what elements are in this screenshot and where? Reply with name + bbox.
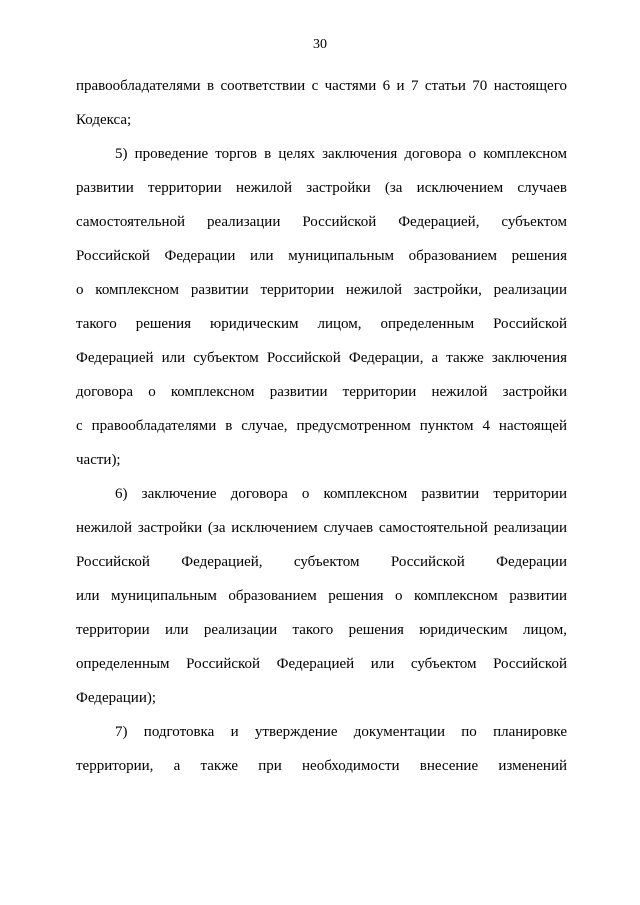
text-line: определенным Российской Федерацией или субъектом Российской: [76, 656, 567, 672]
text-line: Кодекса;: [76, 112, 132, 128]
text-line: Российской Федерацией, субъектом Российской Федерации: [76, 554, 567, 570]
text-line: правообладателями в соответствии с частями 6 и 7 статьи 70 настоящего: [76, 78, 567, 94]
text-line: части);: [76, 452, 121, 468]
text-line: территории, а также при необходимости внесение изменений: [76, 758, 567, 774]
text-line: 6) заключение договора о комплексном развитии территории: [115, 486, 567, 502]
document-body: [76, 74, 567, 788]
text-line: самостоятельной реализации Российской Федерацией, субъектом: [76, 214, 567, 230]
text-line: с правообладателями в случае, предусмотренном пунктом 4 настоящей: [76, 418, 567, 434]
text-line: такого решения юридическим лицом, определенным Российской: [76, 316, 567, 332]
page-number: 30: [313, 37, 327, 52]
text-line: развитии территории нежилой застройки (за исключением случаев: [76, 180, 567, 196]
text-line: 7) подготовка и утверждение документации по планировке: [115, 724, 567, 740]
text-line: территории или реализации такого решения юридическим лицом,: [76, 622, 567, 638]
text-line: 5) проведение торгов в целях заключения договора о комплексном: [115, 146, 567, 162]
text-line: или муниципальным образованием решения о комплексном развитии: [76, 588, 567, 604]
text-line: Федерацией или субъектом Российской Федерации, а также заключения: [76, 350, 567, 366]
text-line: о комплексном развитии территории нежилой застройки, реализации: [76, 282, 567, 298]
text-line: договора о комплексном развитии территории нежилой застройки: [76, 384, 567, 400]
text-line: Федерации);: [76, 690, 157, 706]
text-line: Российской Федерации или муниципальным образованием решения: [76, 248, 567, 264]
text-line: нежилой застройки (за исключением случаев самостоятельной реализации: [76, 520, 567, 536]
